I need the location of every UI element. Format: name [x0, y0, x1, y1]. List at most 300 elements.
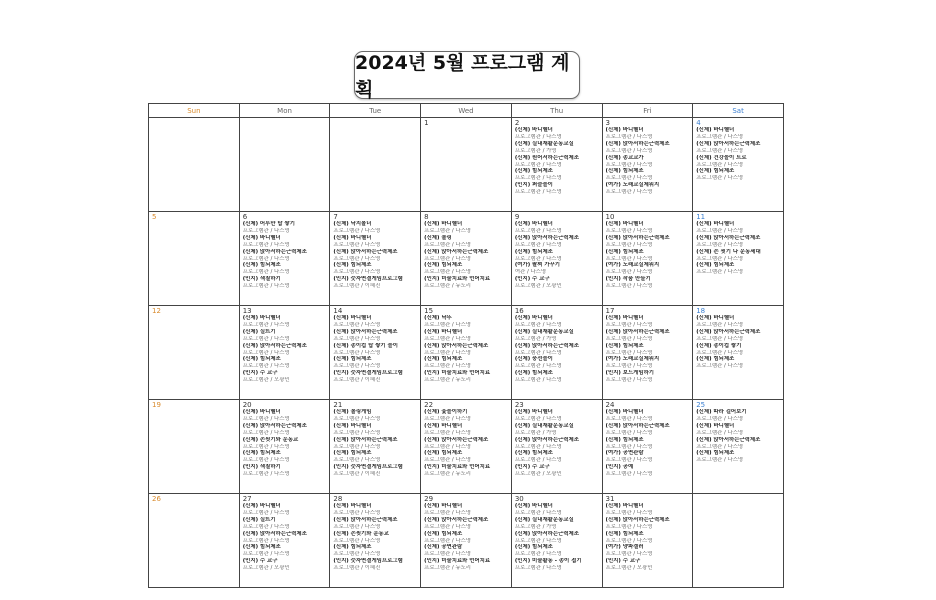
program-title: (신체) 힘뇌체조 — [424, 450, 463, 457]
program-location: 프로그램관 / 나스영 — [514, 227, 562, 234]
calendar-day-cell[interactable] — [693, 212, 784, 306]
program-title: (여가) 노래교실체위지 — [605, 262, 660, 269]
program-title: (신체) 힘뇌체조 — [242, 450, 281, 457]
program-title: (신체) 바니헬너 — [242, 234, 281, 241]
program-location: 프로그램관 / 나스영 — [242, 457, 290, 464]
program-title: (신체) 볼링게임 — [333, 409, 372, 415]
program-location: 프로그램관 / 나스영 — [605, 335, 653, 342]
program-title: (신체) 힘뇌체조 — [696, 262, 735, 269]
program-location: 프로그램관 / 나스영 — [242, 321, 290, 328]
program-location: 프로그램관 / 나스영 — [605, 133, 653, 140]
program-location: 프로그램관 / 뉴도리 — [424, 377, 472, 384]
program-location: 프로그램관 / 나스영 — [424, 227, 472, 234]
program-title: (신체) 바니헬너 — [424, 503, 463, 509]
program-title: (인지) 수 교구 — [514, 276, 550, 283]
program-location: 프로그램관 / 나스영 — [605, 269, 653, 276]
program-title: (신체) 힘뇌체조 — [514, 248, 553, 255]
program-location: 프로그램관 / 나스영 — [242, 471, 290, 478]
program-title: (인지) 색칠하기 — [242, 464, 281, 471]
program-title: (신체) 종교교가 — [605, 154, 644, 161]
program-title: (신체) 앉아서하는근력체조 — [333, 328, 398, 335]
calendar-day-cell[interactable] — [239, 400, 330, 494]
calendar-day-cell[interactable] — [693, 118, 784, 212]
program-location: 프로그램관 / 나스영 — [424, 363, 472, 370]
program-location: 프로그램관 / 나스영 — [605, 429, 653, 436]
day-number: 8 — [424, 213, 429, 221]
program-title: (신체) 낙지볼너 — [333, 221, 372, 227]
program-location: 프로그램관 / 나스영 — [605, 283, 653, 290]
program-location: 프로그램관 / 나스영 — [242, 241, 290, 248]
program-title: (인지) 미술치료와 언어치료 — [424, 464, 491, 471]
calendar-day-cell[interactable] — [511, 212, 602, 306]
program-location: 프로그램관 / 나스영 — [514, 241, 562, 248]
program-location: 프로그램관 / 나스영 — [514, 537, 562, 544]
program-title: (신체) 바니헬너 — [242, 315, 281, 321]
program-location: 프로그램관 / 나스영 — [514, 565, 562, 572]
program-title: (여가) 양파겔러 — [605, 544, 644, 551]
calendar-day-cell[interactable] — [149, 306, 240, 400]
program-title: (신체) 바니헬너 — [696, 127, 735, 133]
calendar-day-cell[interactable] — [239, 494, 330, 588]
program-title: (신체) 앉아서하는근력체조 — [696, 140, 761, 147]
calendar-day-cell[interactable] — [421, 400, 512, 494]
program-title: (신체) 바니헬너 — [605, 221, 644, 227]
day-number: 17 — [605, 307, 615, 315]
program-title: (여가) 팔찌 가꾸기 — [514, 262, 560, 269]
program-location: 프로그램관 / 나스영 — [333, 415, 381, 422]
calendar-day-cell[interactable] — [330, 212, 421, 306]
program-title: (신체) 바니헬너 — [605, 315, 644, 321]
program-location: 프로그램관 / 나스영 — [242, 509, 290, 516]
program-title: (인지) 숫자연결게임프로그램 — [333, 370, 403, 377]
program-location: 프로그램관 / 나스영 — [514, 255, 562, 262]
program-location: 프로그램관 / 가영 — [514, 335, 557, 342]
program-title: (신체) 바니헬너 — [696, 221, 735, 227]
program-title: (신체) 힘뇌체조 — [696, 168, 735, 175]
program-location: 프로그램관 / 나스영 — [242, 269, 290, 276]
program-title: (신체) 앉아서하는근력체조 — [424, 248, 489, 255]
program-location: 프로그램관 / 나스영 — [333, 537, 381, 544]
program-location: 프로그램관 / 나스영 — [424, 415, 472, 422]
calendar-day-cell[interactable] — [421, 118, 512, 212]
program-location: 프로그램관 / 나스영 — [514, 349, 562, 356]
day-number: 31 — [605, 495, 615, 503]
program-title: (신체) 힘뇌체조 — [333, 450, 372, 457]
program-title: (신체) 바니헬너 — [696, 422, 735, 429]
program-title: (신체) 실뜨기 — [242, 328, 276, 335]
program-title: (신체) 힘뇌체조 — [424, 356, 463, 363]
program-title: (신체) 힘뇌체조 — [242, 356, 281, 363]
day-number: 25 — [696, 401, 706, 409]
program-location: 여관 / 나스영 — [514, 269, 547, 276]
program-title: (신체) 힘뇌체조 — [514, 450, 553, 457]
program-title: (신체) 앉아서하는근력체조 — [424, 436, 489, 443]
program-location: 프로그램관 / 나스영 — [424, 457, 472, 464]
program-location: 프로그램관 / 나스영 — [424, 443, 472, 450]
calendar-day-cell[interactable] — [511, 400, 602, 494]
program-title: (신체) 종이컵 탑 쌓기 놀이 — [333, 342, 398, 349]
program-location: 프로그램관 / 오광민 — [514, 283, 562, 290]
program-location: 프로그램관 / 나스영 — [333, 269, 381, 276]
calendar-day-cell[interactable] — [602, 118, 693, 212]
program-location: 프로그램관 / 나스영 — [696, 429, 744, 436]
program-location: 프로그램관 / 나스영 — [696, 241, 744, 248]
program-location: 프로그램관 / 오광민 — [605, 565, 653, 572]
day-number — [243, 119, 328, 127]
program-location: 프로그램관 / 나스영 — [605, 227, 653, 234]
program-title: (신체) 힘뇌체조 — [333, 262, 372, 269]
program-location: 프로그램관 / 나스영 — [333, 551, 381, 558]
program-title: (신체) 앉아서하는근력체조 — [333, 248, 398, 255]
program-title: (신체) 힘뇌체조 — [696, 450, 735, 457]
day-number: 11 — [696, 213, 706, 221]
program-location: 프로그램관 / 나스영 — [605, 349, 653, 356]
program-location: 프로그램관 / 나스영 — [514, 415, 562, 422]
program-location: 프로그램관 / 뉴도리 — [424, 471, 472, 478]
program-title: (신체) 앉아서하는근력체조 — [424, 342, 489, 349]
calendar-day-cell[interactable] — [149, 400, 240, 494]
program-location: 프로그램관 / 나스영 — [333, 241, 381, 248]
program-location: 프로그램관 / 나스영 — [605, 175, 653, 182]
weekday-wed: Wed — [421, 104, 512, 118]
program-title: (여가) 노래교실체위지 — [605, 182, 660, 189]
program-location: 프로그램관 / 나스영 — [242, 363, 290, 370]
program-title: (신체) 바니헬너 — [333, 422, 372, 429]
program-location: 프로그램관 / 나스영 — [605, 321, 653, 328]
day-number: 20 — [242, 401, 252, 409]
program-title: (신체) 실내재활운동교실 — [514, 516, 574, 523]
calendar-day-cell[interactable] — [149, 212, 240, 306]
program-title: (신체) 낙뚜 — [424, 315, 452, 321]
program-title: (신체) 실내재활운동교실 — [514, 140, 574, 147]
program-title: (신체) 앉아서하는근력체조 — [333, 516, 398, 523]
program-title: (신체) 힘뇌체조 — [605, 530, 644, 537]
day-number: 29 — [424, 495, 434, 503]
day-number: 30 — [514, 495, 524, 503]
program-location: 프로그램관 / 이혜진 — [333, 377, 381, 384]
day-number — [152, 119, 237, 127]
program-location: 프로그램관 / 뉴도리 — [424, 565, 472, 572]
calendar-day-cell[interactable] — [693, 306, 784, 400]
calendar-day-cell[interactable] — [330, 118, 421, 212]
program-title: (신체) 앉아서하는근력체조 — [696, 328, 761, 335]
program-title: (인지) 수 교구 — [242, 370, 278, 377]
program-title: (인지) 색칠하기 — [242, 276, 281, 283]
program-location: 프로그램관 / 이혜진 — [333, 565, 381, 572]
calendar-week-row — [149, 494, 784, 588]
program-location: 프로그램관 / 나스영 — [605, 255, 653, 262]
program-location: 프로그램관 / 나스영 — [696, 363, 744, 370]
day-number: 19 — [152, 401, 161, 409]
day-number: 6 — [242, 213, 248, 221]
program-location: 프로그램관 / 나스영 — [333, 429, 381, 436]
program-location: 프로그램관 / 나스영 — [424, 523, 472, 530]
day-number: 22 — [424, 401, 434, 409]
day-number: 27 — [242, 495, 252, 503]
program-location: 프로그램관 / 가영 — [514, 523, 557, 530]
program-location: 프로그램관 / 나스영 — [605, 241, 653, 248]
calendar-week-row — [149, 118, 784, 212]
program-title: (신체) 실내재활운동교실 — [514, 328, 574, 335]
program-location: 프로그램관 / 나스영 — [514, 509, 562, 516]
program-location: 프로그램관 / 나스영 — [696, 161, 744, 168]
program-location: 프로그램관 / 나스영 — [605, 551, 653, 558]
weekday-mon: Mon — [239, 104, 330, 118]
calendar-day-cell[interactable] — [149, 118, 240, 212]
program-title: (신체) 힘뇌체조 — [242, 544, 281, 551]
program-location: 프로그램관 / 나스영 — [424, 509, 472, 516]
program-title: (신체) 힘뇌체조 — [424, 530, 463, 537]
program-location: 프로그램관 / 나스영 — [514, 133, 562, 140]
calendar-day-cell[interactable] — [602, 212, 693, 306]
day-number: 14 — [333, 307, 343, 315]
program-title: (신체) 힘뇌체조 — [605, 248, 644, 255]
program-title: (신체) 바니헬너 — [333, 234, 372, 241]
calendar-day-cell[interactable] — [330, 494, 421, 588]
calendar-day-cell[interactable] — [693, 400, 784, 494]
program-title: (여가) 노래교실체위지 — [605, 356, 660, 363]
program-title: (신체) 힘뇌체조 — [605, 436, 644, 443]
day-number: 2 — [514, 119, 520, 127]
calendar-week-row — [149, 400, 784, 494]
program-location: 프로그램관 / 나스영 — [333, 227, 381, 234]
program-title: (신체) 앉아서하는근력체조 — [514, 530, 579, 537]
program-title: (여가) 공연관람 — [605, 450, 644, 457]
program-location: 프로그램관 / 뉴도리 — [424, 283, 472, 290]
program-title: (신체) 종이컵 쌓기 — [696, 342, 742, 349]
program-title: (인지) 수 교구 — [242, 558, 278, 565]
program-title: (신체) 힘뇌체조 — [424, 262, 463, 269]
program-location: 프로그램관 / 나스영 — [242, 283, 290, 290]
program-title: (신체) 힘뇌체조 — [333, 356, 372, 363]
day-number: 23 — [514, 401, 524, 409]
program-location: 프로그램관 / 나스영 — [242, 551, 290, 558]
program-title: (신체) 바니헬너 — [333, 315, 372, 321]
program-title: (신체) 바니헬너 — [333, 503, 372, 509]
program-location: 프로그램관 / 나스영 — [242, 415, 290, 422]
calendar-day-cell[interactable] — [602, 306, 693, 400]
program-title: (신체) 바니헬너 — [696, 315, 735, 321]
program-location: 프로그램관 / 나스영 — [605, 509, 653, 516]
program-location: 프로그램관 / 나스영 — [696, 443, 744, 450]
program-title: (신체) 공연관람 — [424, 544, 463, 551]
program-title: (신체) 실내재활운동교실 — [514, 422, 574, 429]
program-title: (신체) 바니헬너 — [605, 127, 644, 133]
program-title: (신체) 손씻기와 운동교 — [242, 436, 299, 443]
program-location: 프로그램관 / 이혜진 — [333, 471, 381, 478]
program-title: (인지) 숫자연결게임프로그램 — [333, 558, 403, 565]
program-title: (신체) 실뜨기 — [242, 516, 276, 523]
program-location: 프로그램관 / 나스영 — [514, 363, 562, 370]
weekday-header-row — [149, 104, 784, 118]
program-title: (인지) 미술치료와 언어치료 — [424, 276, 491, 283]
calendar-day-cell[interactable] — [239, 118, 330, 212]
program-title: (신체) 앉아서하는근력체조 — [605, 328, 670, 335]
day-number: 3 — [605, 119, 610, 127]
calendar-day-cell[interactable] — [421, 212, 512, 306]
program-title: (신체) 따라 걸어보기 — [696, 409, 747, 415]
program-location: 프로그램관 / 가영 — [514, 147, 557, 154]
program-title: (신체) 힘뇌체조 — [242, 262, 281, 269]
program-title: (신체) 앉아서하는근력체조 — [514, 436, 579, 443]
program-title: (신체) 앉아서하는근력체조 — [514, 342, 579, 349]
program-title: (인지) 미술활동 - 종이 접기 — [514, 558, 582, 565]
program-title: (신체) 바니헬너 — [605, 409, 644, 415]
program-location: 프로그램관 / 나스영 — [514, 457, 562, 464]
calendar-day-cell[interactable] — [511, 306, 602, 400]
program-location: 프로그램관 / 나스영 — [333, 443, 381, 450]
program-title: (신체) 힘뇌체조 — [514, 544, 553, 551]
program-title: (신체) 원어서하는근력체조 — [514, 154, 579, 161]
program-location: 프로그램관 / 나스영 — [696, 321, 744, 328]
day-number: 26 — [152, 495, 161, 503]
program-title: (신체) 손 씻기 나 운동세대 — [696, 248, 761, 255]
program-title: (신체) 앉아서하는근력체조 — [605, 234, 670, 241]
calendar-week-row — [149, 306, 784, 400]
day-number — [333, 119, 418, 127]
program-location: 프로그램관 / 나스영 — [696, 175, 744, 182]
program-title: (신체) 앉아서하는근력체조 — [605, 422, 670, 429]
program-location: 프로그램관 / 나스영 — [424, 335, 472, 342]
program-title: (신체) 앉아서하는근력체조 — [242, 342, 307, 349]
program-location: 프로그램관 / 나스영 — [424, 241, 472, 248]
program-location: 프로그램관 / 오광민 — [242, 377, 290, 384]
program-location: 프로그램관 / 나스영 — [242, 443, 290, 450]
calendar-day-cell[interactable] — [421, 494, 512, 588]
program-title: (신체) 힘뇌체조 — [696, 356, 735, 363]
program-location: 프로그램관 / 나스영 — [514, 443, 562, 450]
program-location: 프로그램관 / 이혜진 — [333, 283, 381, 290]
day-number: 10 — [605, 213, 615, 221]
calendar-day-cell[interactable] — [421, 306, 512, 400]
day-number: 21 — [333, 401, 343, 409]
weekday-thu: Thu — [511, 104, 602, 118]
day-number: 24 — [605, 401, 615, 409]
program-title: (신체) 바니헬너 — [514, 503, 553, 509]
program-location: 프로그램관 / 나스영 — [696, 415, 744, 422]
program-location: 프로그램관 / 나스영 — [605, 363, 653, 370]
program-title: (신체) 풍선놀이 — [514, 356, 553, 363]
program-title: (신체) 손씻기와 운동교 — [333, 530, 389, 537]
program-title: (신체) 바니헬너 — [605, 503, 644, 509]
program-location: 프로그램관 / 나스영 — [242, 523, 290, 530]
program-title: (신체) 어루만 탑 쌓기 — [242, 221, 295, 227]
program-title: (인지) 퍼즐놀이 — [514, 182, 553, 189]
program-location: 프로그램관 / 나스영 — [605, 457, 653, 464]
program-title: (인지) 숫자연결게임프로그램 — [333, 464, 403, 471]
calendar-day-cell[interactable] — [330, 400, 421, 494]
program-location: 프로그램관 / 나스영 — [696, 269, 744, 276]
program-location: 프로그램관 / 나스영 — [514, 189, 562, 196]
program-title: (신체) 앉아서하는근력체조 — [242, 530, 307, 537]
program-location: 프로그램관 / 나스영 — [605, 161, 653, 168]
calendar-day-cell[interactable] — [511, 494, 602, 588]
program-title: (신체) 바니헬너 — [242, 409, 281, 415]
program-location: 프로그램관 / 나스영 — [242, 335, 290, 342]
program-location: 프로그램관 / 나스영 — [424, 551, 472, 558]
day-number: 7 — [333, 213, 338, 221]
day-number: 13 — [242, 307, 252, 315]
program-location: 프로그램관 / 나스영 — [242, 227, 290, 234]
program-location: 프로그램관 / 나스영 — [696, 457, 744, 464]
program-location: 프로그램관 / 나스영 — [605, 537, 653, 544]
day-number: 16 — [514, 307, 524, 315]
calendar-week-row — [149, 212, 784, 306]
weekday-sun: Sun — [149, 104, 240, 118]
program-title: (인지) 미술치료와 언어치료 — [424, 558, 491, 565]
program-location: 프로그램관 / 나스영 — [696, 227, 744, 234]
calendar-day-cell[interactable] — [602, 400, 693, 494]
program-location: 프로그램관 / 나스영 — [514, 377, 562, 384]
day-number: 28 — [333, 495, 343, 503]
calendar-grid — [148, 103, 784, 588]
program-location: 프로그램관 / 나스영 — [696, 255, 744, 262]
program-location: 프로그램관 / 나스영 — [696, 147, 744, 154]
program-location: 프로그램관 / 나스영 — [605, 189, 653, 196]
program-location: 프로그램관 / 나스영 — [514, 175, 562, 182]
program-location: 프로그램관 / 나스영 — [424, 429, 472, 436]
program-location: 프로그램관 / 나스영 — [696, 133, 744, 140]
program-location: 프로그램관 / 나스영 — [333, 349, 381, 356]
program-location: 프로그램관 / 나스영 — [424, 349, 472, 356]
program-title: (신체) 힘뇌체조 — [514, 168, 553, 175]
program-title: (신체) 앉아서하는근력체조 — [605, 140, 670, 147]
program-title: (인지) 보드게임하기 — [605, 370, 654, 377]
program-title: (신체) 앉아서하는근력체조 — [424, 516, 489, 523]
program-location: 프로그램관 / 나스영 — [514, 161, 562, 168]
day-number: 4 — [696, 119, 701, 127]
program-location: 프로그램관 / 나스영 — [333, 523, 381, 530]
program-title: (인지) 공예 — [605, 464, 634, 471]
weekday-tue: Tue — [330, 104, 421, 118]
program-location: 프로그램관 / 나스영 — [605, 443, 653, 450]
program-title: (인지) 숫자연결게임프로그램 — [333, 276, 403, 283]
program-title: (인지) 수 교구 — [605, 558, 641, 565]
program-location: 프로그램관 / 가영 — [514, 429, 557, 436]
program-title: (인지) 작품 만들기 — [605, 276, 651, 283]
calendar-body — [149, 118, 784, 588]
program-location: 프로그램관 / 나스영 — [333, 321, 381, 328]
program-location: 프로그램관 / 나스영 — [424, 255, 472, 262]
program-location: 프로그램관 / 나스영 — [514, 321, 562, 328]
calendar-day-cell[interactable] — [602, 494, 693, 588]
calendar-day-cell[interactable] — [239, 306, 330, 400]
program-title: (신체) 볼링 — [424, 234, 452, 241]
calendar-day-cell[interactable] — [511, 118, 602, 212]
calendar-day-cell[interactable] — [149, 494, 240, 588]
calendar-day-cell[interactable] — [239, 212, 330, 306]
program-title: (신체) 힘뇌체조 — [333, 544, 372, 551]
program-title: (신체) 힘뇌체조 — [605, 168, 644, 175]
program-location: 프로그램관 / 나스영 — [242, 537, 290, 544]
program-title: (신체) 바니헬너 — [424, 328, 463, 335]
day-number: 15 — [424, 307, 434, 315]
program-title: (신체) 바니헬너 — [514, 409, 553, 415]
program-location: 프로그램관 / 나스영 — [424, 321, 472, 328]
program-location: 프로그램관 / 나스영 — [605, 415, 653, 422]
program-location: 프로그램관 / 나스영 — [696, 335, 744, 342]
day-number: 1 — [424, 119, 429, 127]
program-location: 프로그램관 / 나스영 — [333, 255, 381, 262]
program-location: 프로그램관 / 나스영 — [333, 363, 381, 370]
program-location: 프로그램관 / 나스영 — [424, 537, 472, 544]
calendar-day-cell[interactable] — [330, 306, 421, 400]
program-location: 프로그램관 / 오광민 — [242, 565, 290, 572]
program-location: 프로그램관 / 나스영 — [333, 335, 381, 342]
calendar-day-cell[interactable] — [693, 494, 784, 588]
program-location: 프로그램관 / 나스영 — [514, 551, 562, 558]
program-title: (신체) 건강놀이 트로 — [696, 154, 747, 161]
